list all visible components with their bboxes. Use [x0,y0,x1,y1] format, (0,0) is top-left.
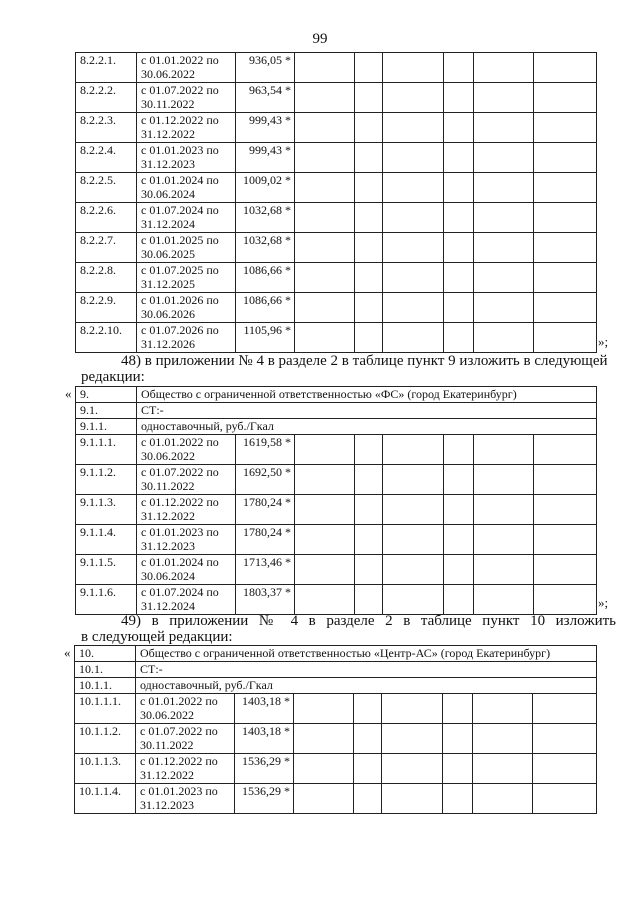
empty-cell [355,143,383,173]
period-cell [137,525,236,555]
empty-cell [355,293,383,323]
empty-cell [295,525,355,555]
period-end: 30.06.2022 [141,67,195,81]
tariff-row [76,233,597,263]
empty-cell [295,233,355,263]
tariff-row [75,694,597,724]
open-quote-b: « [65,386,72,401]
period-start: с 01.01.2025 по [141,233,219,247]
period-cell [137,465,236,495]
tariff-row [76,53,597,83]
empty-cell [443,754,473,784]
empty-cell [444,465,474,495]
period-cell [137,263,236,293]
org-number: 10. [75,646,136,662]
row-number: 8.2.2.10. [76,323,137,353]
empty-cell [382,784,443,814]
period-cell [137,173,236,203]
empty-cell [444,173,474,203]
row-number: 9.1.1.4. [76,525,137,555]
period-end: 30.06.2024 [141,569,195,583]
period-cell [137,83,236,113]
empty-cell [534,203,597,233]
empty-cell [474,233,534,263]
row-number: 9.1.1.5. [76,555,137,585]
empty-cell [473,694,533,724]
empty-cell [474,263,534,293]
period-start: с 01.12.2022 по [141,495,219,509]
period-start: с 01.07.2026 по [141,323,219,337]
empty-cell [533,694,597,724]
tariff-row [76,465,597,495]
empty-cell [444,585,474,615]
empty-cell [474,555,534,585]
empty-cell [355,525,383,555]
tariff-row [76,555,597,585]
empty-cell [383,263,444,293]
row-number: 8.2.2.8. [76,263,137,293]
paragraph-49-line2: в следующей редакции: [81,629,233,645]
empty-cell [383,143,444,173]
empty-cell [534,435,597,465]
empty-cell [444,263,474,293]
period-start: с 01.07.2022 по [140,724,218,738]
empty-cell [533,754,597,784]
empty-cell [355,113,383,143]
row-number: 9.1.1.2. [76,465,137,495]
tariff-row [76,83,597,113]
empty-cell [295,143,355,173]
paragraph-49-line1: 49) в приложении № 4 в разделе 2 в таблице пункт 10 изложить [121,613,616,629]
system-row [75,662,597,678]
period-cell [137,113,236,143]
period-start: с 01.01.2024 по [141,173,219,187]
paragraph-48-line1: 48) в приложении № 4 в разделе 2 в таблице пункт 9 изложить в следующей [121,353,608,369]
empty-cell [474,435,534,465]
empty-cell [534,173,597,203]
org-name: Общество с ограниченной ответственностью «ФС» (город Екатеринбург) [137,387,597,403]
empty-cell [294,754,354,784]
empty-cell [474,113,534,143]
tariff-value: 1536,29 * [235,754,294,784]
empty-cell [295,53,355,83]
empty-cell [354,754,382,784]
empty-cell [473,754,533,784]
period-end: 31.12.2022 [141,509,195,523]
tariff-table-8-2-2 [75,52,597,353]
period-end: 30.06.2022 [140,708,194,722]
period-start: с 01.07.2024 по [141,585,219,599]
empty-cell [383,173,444,203]
empty-cell [533,784,597,814]
period-cell [136,754,235,784]
empty-cell [383,495,444,525]
empty-cell [474,53,534,83]
period-cell [137,585,236,615]
empty-cell [444,293,474,323]
empty-cell [383,585,444,615]
row-number: 8.2.2.9. [76,293,137,323]
empty-cell [534,83,597,113]
period-end: 31.12.2023 [141,539,195,553]
empty-cell [383,435,444,465]
empty-cell [383,53,444,83]
empty-cell [474,293,534,323]
empty-cell [474,585,534,615]
empty-cell [444,113,474,143]
empty-cell [355,435,383,465]
empty-cell [294,784,354,814]
empty-cell [354,694,382,724]
empty-cell [473,784,533,814]
empty-cell [355,233,383,263]
period-end: 30.06.2026 [141,307,195,321]
empty-cell [355,173,383,203]
page-number: 99 [312,31,328,47]
row-number: 10.1.1.3. [75,754,136,784]
empty-cell [474,495,534,525]
empty-cell [355,465,383,495]
period-cell [136,784,235,814]
period-start: с 01.12.2022 по [141,113,219,127]
empty-cell [474,83,534,113]
empty-cell [382,694,443,724]
org-row [76,387,597,403]
empty-cell [295,323,355,353]
tariff-value: 1032,68 * [236,203,295,233]
tariff-row [76,525,597,555]
empty-cell [383,203,444,233]
period-end: 30.11.2022 [141,97,195,111]
end-quote-a: »; [598,334,609,349]
tariff-row [75,754,597,784]
org-name: Общество с ограниченной ответственностью «Центр-АС» (город Екатеринбург) [136,646,597,662]
empty-cell [295,203,355,233]
empty-cell [295,465,355,495]
empty-cell [474,465,534,495]
rate-type-label: одноставочный, руб./Гкал [137,419,597,435]
empty-cell [355,585,383,615]
empty-cell [444,525,474,555]
period-start: с 01.01.2023 по [141,525,219,539]
period-cell [137,495,236,525]
empty-cell [534,323,597,353]
empty-cell [534,555,597,585]
tariff-value: 1803,37 * [236,585,295,615]
period-end: 31.12.2024 [141,217,195,231]
row-number: 8.2.2.1. [76,53,137,83]
empty-cell [474,173,534,203]
period-start: с 01.01.2022 по [140,694,218,708]
empty-cell [474,203,534,233]
period-start: с 01.07.2022 по [141,83,219,97]
empty-cell [383,555,444,585]
period-end: 31.12.2025 [141,277,195,291]
empty-cell [534,525,597,555]
period-start: с 01.01.2024 по [141,555,219,569]
empty-cell [383,525,444,555]
empty-cell [354,784,382,814]
rate-type-number: 10.1.1. [75,678,136,694]
tariff-row [76,173,597,203]
period-end: 30.11.2022 [140,738,194,752]
empty-cell [383,323,444,353]
period-start: с 01.01.2026 по [141,293,219,307]
tariff-value: 1780,24 * [236,525,295,555]
period-end: 30.06.2022 [141,449,195,463]
open-quote-c: « [64,645,71,660]
empty-cell [534,113,597,143]
row-number: 10.1.1.2. [75,724,136,754]
period-end: 30.11.2022 [141,479,195,493]
empty-cell [382,754,443,784]
row-number: 9.1.1.1. [76,435,137,465]
empty-cell [443,694,473,724]
empty-cell [534,263,597,293]
rate-type-row [76,419,597,435]
row-number: 8.2.2.5. [76,173,137,203]
empty-cell [294,724,354,754]
row-number: 8.2.2.6. [76,203,137,233]
system-label: СТ:- [136,662,597,678]
period-start: с 01.07.2025 по [141,263,219,277]
period-start: с 01.01.2023 по [141,143,219,157]
period-end: 31.12.2024 [141,599,195,613]
tariff-row [76,585,597,615]
tariff-value: 1086,66 * [236,293,295,323]
tariff-value: 1692,50 * [236,465,295,495]
row-number: 10.1.1.4. [75,784,136,814]
tariff-row [76,263,597,293]
tariff-table-10 [74,645,597,814]
empty-cell [355,495,383,525]
empty-cell [295,113,355,143]
tariff-row [75,784,597,814]
period-end: 30.06.2025 [141,247,195,261]
empty-cell [474,323,534,353]
period-cell [137,435,236,465]
empty-cell [295,495,355,525]
empty-cell [383,233,444,263]
empty-cell [534,53,597,83]
tariff-value: 1086,66 * [236,263,295,293]
period-cell [137,53,236,83]
empty-cell [443,784,473,814]
period-cell [137,323,236,353]
empty-cell [533,724,597,754]
paragraph-48-line2: редакции: [81,369,145,385]
empty-cell [355,555,383,585]
tariff-value: 1403,18 * [235,724,294,754]
period-cell [137,143,236,173]
empty-cell [355,263,383,293]
empty-cell [534,293,597,323]
empty-cell [355,83,383,113]
empty-cell [444,495,474,525]
org-number: 9. [76,387,137,403]
tariff-value: 1619,58 * [236,435,295,465]
row-number: 8.2.2.3. [76,113,137,143]
empty-cell [443,724,473,754]
empty-cell [383,293,444,323]
end-quote-b: »; [598,595,609,610]
period-end: 31.12.2022 [141,127,195,141]
empty-cell [444,83,474,113]
empty-cell [444,555,474,585]
tariff-value: 1780,24 * [236,495,295,525]
tariff-table-9 [75,386,597,615]
period-end: 31.12.2022 [140,768,194,782]
empty-cell [474,143,534,173]
empty-cell [534,233,597,263]
period-cell [136,694,235,724]
empty-cell [444,435,474,465]
tariff-row [76,143,597,173]
period-end: 31.12.2023 [141,157,195,171]
tariff-row [76,293,597,323]
row-number: 8.2.2.2. [76,83,137,113]
row-number: 8.2.2.4. [76,143,137,173]
period-start: с 01.01.2022 по [141,53,219,67]
period-end: 30.06.2024 [141,187,195,201]
system-label: СТ:- [137,403,597,419]
empty-cell [295,585,355,615]
empty-cell [295,173,355,203]
period-start: с 01.07.2022 по [141,465,219,479]
empty-cell [444,143,474,173]
empty-cell [354,724,382,754]
period-cell [137,555,236,585]
period-start: с 01.01.2023 по [140,784,218,798]
rate-type-row [75,678,597,694]
tariff-value: 999,43 * [236,113,295,143]
empty-cell [355,323,383,353]
row-number: 10.1.1.1. [75,694,136,724]
empty-cell [295,293,355,323]
empty-cell [444,323,474,353]
empty-cell [534,465,597,495]
row-number: 8.2.2.7. [76,233,137,263]
tariff-value: 999,43 * [236,143,295,173]
row-number: 9.1.1.6. [76,585,137,615]
tariff-row [76,435,597,465]
period-cell [137,203,236,233]
empty-cell [383,465,444,495]
system-number: 10.1. [75,662,136,678]
tariff-value: 1009,02 * [236,173,295,203]
period-cell [136,724,235,754]
period-end: 31.12.2023 [140,798,194,812]
empty-cell [444,233,474,263]
empty-cell [295,555,355,585]
empty-cell [355,203,383,233]
empty-cell [473,724,533,754]
org-row [75,646,597,662]
system-row [76,403,597,419]
period-start: с 01.01.2022 по [141,435,219,449]
empty-cell [295,435,355,465]
tariff-row [75,724,597,754]
empty-cell [295,83,355,113]
empty-cell [382,724,443,754]
empty-cell [534,495,597,525]
tariff-row [76,323,597,353]
rate-type-number: 9.1.1. [76,419,137,435]
tariff-value: 1713,46 * [236,555,295,585]
tariff-row [76,113,597,143]
empty-cell [444,203,474,233]
period-cell [137,293,236,323]
empty-cell [294,694,354,724]
tariff-value: 963,54 * [236,83,295,113]
empty-cell [474,525,534,555]
empty-cell [355,53,383,83]
period-start: с 01.07.2024 по [141,203,219,217]
tariff-value: 1032,68 * [236,233,295,263]
empty-cell [383,83,444,113]
empty-cell [295,263,355,293]
empty-cell [534,585,597,615]
tariff-value: 936,05 * [236,53,295,83]
rate-type-label: одноставочный, руб./Гкал [136,678,597,694]
period-end: 31.12.2026 [141,337,195,351]
tariff-value: 1105,96 * [236,323,295,353]
tariff-row [76,495,597,525]
tariff-row [76,203,597,233]
empty-cell [383,113,444,143]
tariff-value: 1536,29 * [235,784,294,814]
period-start: с 01.12.2022 по [140,754,218,768]
row-number: 9.1.1.3. [76,495,137,525]
period-cell [137,233,236,263]
tariff-value: 1403,18 * [235,694,294,724]
empty-cell [444,53,474,83]
system-number: 9.1. [76,403,137,419]
empty-cell [534,143,597,173]
